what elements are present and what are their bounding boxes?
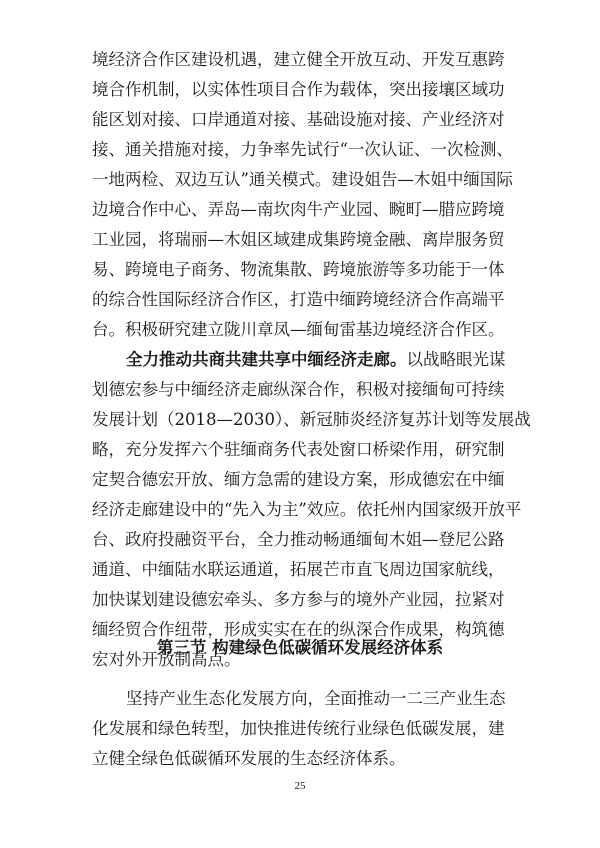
text-line: 通道、中缅陆水联运通道，拓展芒市直飞周边国家航线， (92, 560, 505, 579)
text-line: 发展计划（2018—2030）、新冠肺炎经济复苏计划等发展战 (92, 410, 531, 429)
text-line (0, 350, 600, 370)
text-line: 的综合性国际经济合作区，打造中缅跨境经济合作高端平 (92, 290, 505, 309)
text-line: 坚持产业生态化发展方向，全面推动一二三产业生态 (126, 689, 506, 708)
text-line: 立健全绿色低碳循环发展的生态经济体系。 (92, 749, 406, 768)
text-line: 宏对外开放制高点。 (92, 650, 241, 669)
text-line: 台、政府投融资平台，全力推动畅通缅甸木姐—登尼公路 (92, 530, 505, 549)
text-line: 接、通关措施对接，力争率先试行“一次认证、一次检测、 (92, 140, 513, 159)
text-line: 境合作机制，以实体性项目合作为载体，突出接壤区域功 (92, 80, 505, 99)
text-line: 经济走廊建设中的“先入为主”效应。依托州内国家级开放平 (92, 500, 522, 519)
text-line: 易、跨境电子商务、物流集散、跨境旅游等多功能于一体 (92, 260, 505, 279)
text-line: 略，充分发挥六个驻缅商务代表处窗口桥梁作用，研究制 (92, 440, 505, 459)
text-line: 工业园，将瑞丽—木姐区域建成集跨境金融、离岸服务贸 (92, 230, 505, 249)
text-line: 缅经贸合作纽带，形成实实在在的纵深合作成果，构筑德 (92, 620, 505, 639)
text-line: 加快谋划建设德宏牵头、多方参与的境外产业园，拉紧对 (92, 590, 505, 609)
text-line: 境经济合作区建设机遇，建立健全开放互动、开发互惠跨 (92, 50, 505, 69)
text-line: 划德宏参与中缅经济走廊纵深合作，积极对接缅甸可持续 (92, 380, 505, 399)
text-line: 化发展和绿色转型，加快推进传统行业绿色低碳发展，建 (92, 719, 505, 738)
text-line: 边境合作中心、弄岛—南坎肉牛产业园、畹町—腊应跨境 (92, 200, 505, 219)
page-number: 25 (294, 780, 306, 792)
text-line: 一地两检、双边互认”通关模式。建设姐告—木姐中缅国际 (92, 170, 513, 189)
section-heading: 第三节 构建绿色低碳循环发展经济体系 (156, 638, 444, 657)
paragraph-lead: 全力推动共商共建共享中缅经济走廊。 (126, 350, 407, 369)
text-line: 能区划对接、口岸通道对接、基础设施对接、产业经济对 (92, 110, 505, 129)
text-line: 定契合德宏开放、缅方急需的建设方案，形成德宏在中缅 (92, 470, 505, 489)
text-line: 台。积极研究建立陇川章凤—缅甸雷基边境经济合作区。 (92, 320, 505, 339)
paragraph-lead-continuation: 以战略眼光谋 (406, 350, 506, 369)
